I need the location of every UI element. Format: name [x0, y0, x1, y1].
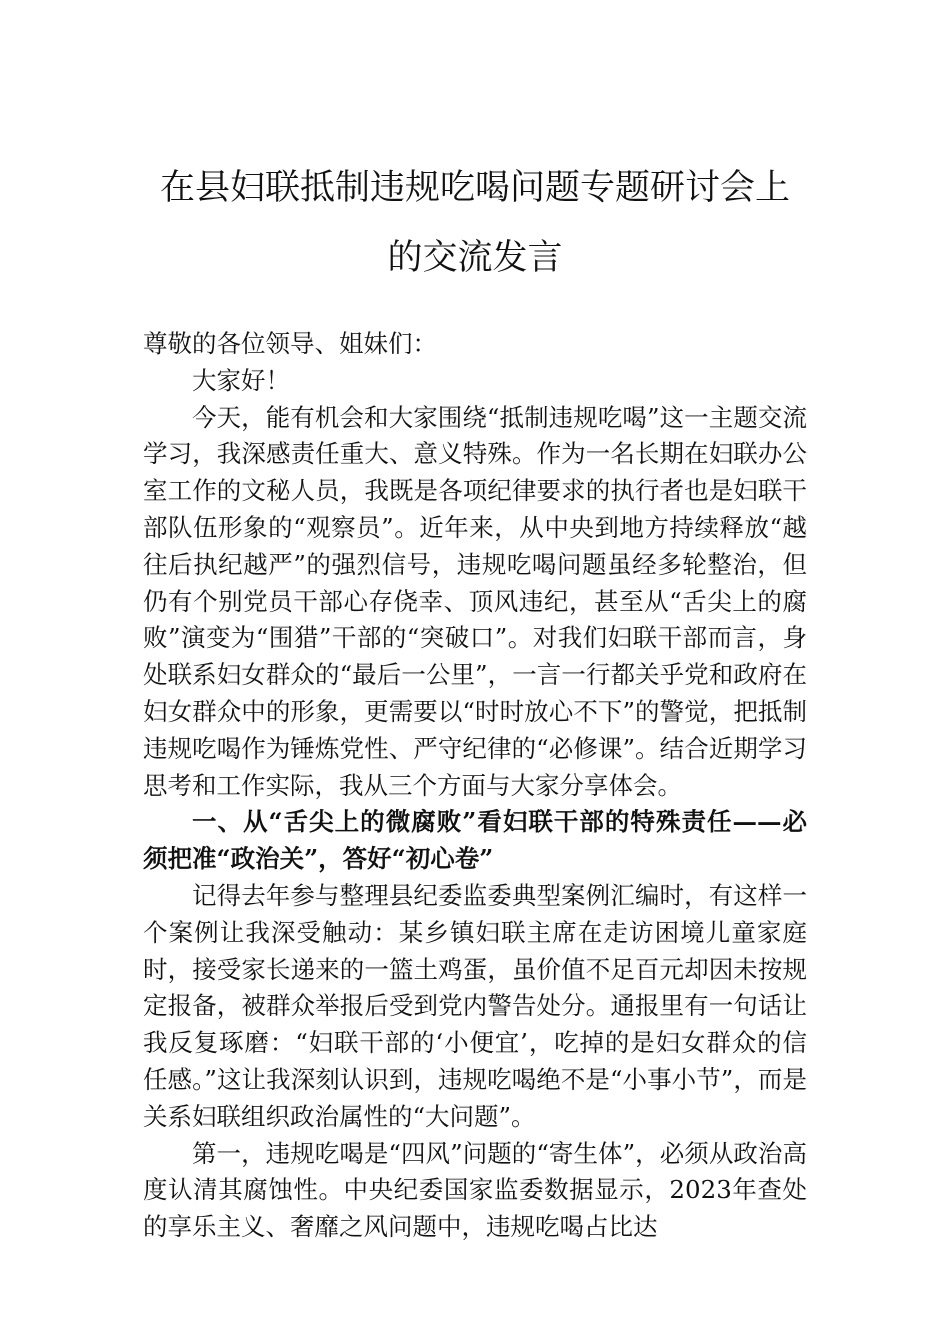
salutation: 尊敬的各位领导、姐妹们：: [143, 329, 437, 358]
section-heading-1: 一、从“舌尖上的微腐败”看妇联干部的特殊责任——必须把准“政治关”，答好“初心卷”: [143, 807, 807, 874]
paragraph-case: 记得去年参与整理县纪委监委典型案例汇编时，有这样一个案例让我深受触动：某乡镇妇联主席在走访困境儿童家庭时，接受家长递来的一篮土鸡蛋，虽价值不足百元却因未按规定报备，被群众举报后受到党内警告处分。通报里有一句话让我反复琢磨：“妇联干部的‘小便宜’，吃掉的是妇女群众的信任感。”这让我深刻认识到，违规吃喝绝不是“小事小节”，而是关系妇联组织政治属性的“大问题”。: [143, 880, 807, 1131]
paragraph-first-point: 第一，违规吃喝是“四风”问题的“寄生体”，必须从政治高度认清其腐蚀性。中央纪委国家监委数据显示，2023年查处的享乐主义、奢靡之风问题中，违规吃喝占比达: [143, 1138, 807, 1242]
greeting: 大家好！: [192, 365, 290, 395]
document-body: [143, 326, 807, 1246]
document-title-line-2: 的交流发言: [387, 238, 563, 278]
paragraph-intro: 今天，能有机会和大家围绕“抵制违规吃喝”这一主题交流学习，我深感责任重大、意义特殊。作为一名长期在妇联办公室工作的文秘人员，我既是各项纪律要求的执行者也是妇联干部队伍形象的“观察员”。近年来，从中央到地方持续释放“越往后执纪越严”的强烈信号，违规吃喝问题虽经多轮整治，但仍有个别党员干部心存侥幸、顶风违纪，甚至从“舌尖上的腐败”演变为“围猎”干部的“突破口”。对我们妇联干部而言，身处联系妇女群众的“最后一公里”，一言一行都关乎党和政府在妇女群众中的形象，更需要以“时时放心不下”的警觉，把抵制违规吃喝作为锤炼党性、严守纪律的“必修课”。结合近期学习思考和工作实际，我从三个方面与大家分享体会。: [143, 402, 807, 800]
document-title-line-1: 在县妇联抵制违规吃喝问题专题研讨会上: [159, 168, 790, 208]
